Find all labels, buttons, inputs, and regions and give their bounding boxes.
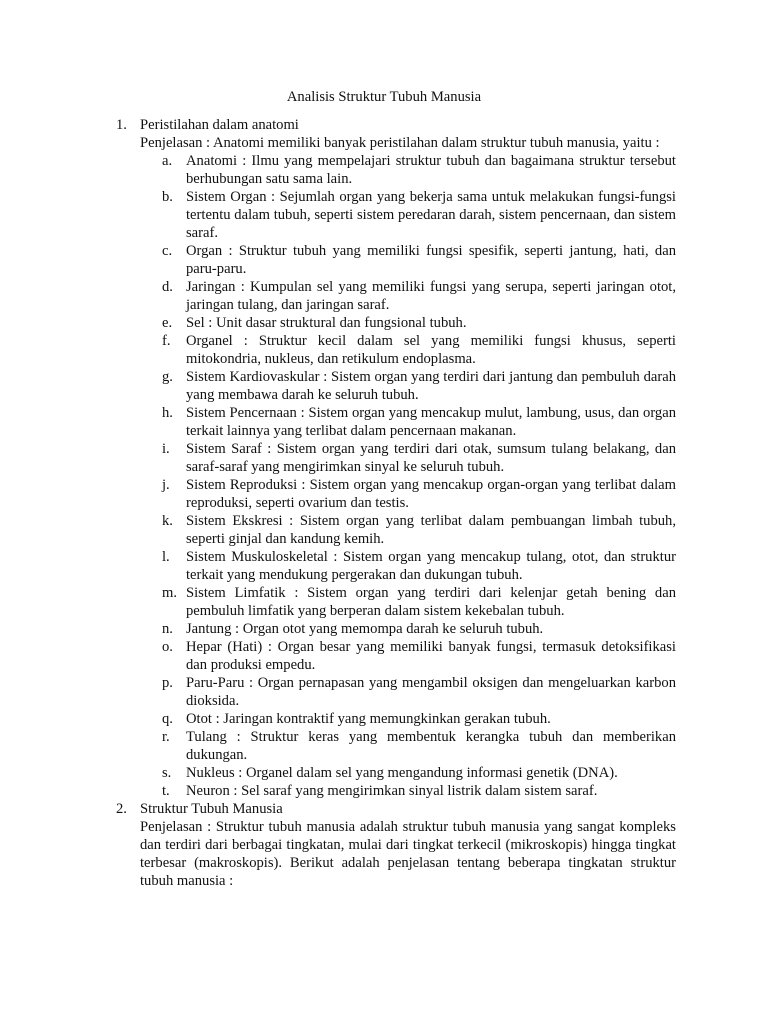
list-item	[162, 728, 676, 764]
list-item-letter: n.	[162, 621, 173, 637]
list-item	[162, 584, 676, 620]
list-item	[162, 476, 676, 512]
list-item-text: Organ : Struktur tubuh yang memiliki fungsi spesifik, seperti jantung, hati, dan paru-paru.	[186, 243, 676, 277]
list-item-letter: j.	[162, 477, 170, 493]
list-item	[162, 152, 676, 188]
list-item	[162, 404, 676, 440]
list-item	[162, 638, 676, 674]
list-item-letter: r.	[162, 729, 170, 745]
list-item-letter: l.	[162, 549, 170, 565]
section-number: 1.	[116, 117, 127, 133]
list-item	[162, 674, 676, 710]
section-number: 2.	[116, 801, 127, 817]
list-item-text: Sistem Muskuloskeletal : Sistem organ yang mencakup tulang, otot, dan struktur terkait yang mendukung pergerakan dan dukungan tubuh.	[186, 549, 676, 583]
list-item-text: Sistem Pencernaan : Sistem organ yang mencakup mulut, lambung, usus, dan organ terkait lainnya yang terlibat dalam pencernaan makanan.	[186, 405, 676, 439]
section	[116, 800, 676, 890]
list-item-text: Organel : Struktur kecil dalam sel yang memiliki fungsi khusus, seperti mitokondria, nukleus, dan retikulum endoplasma.	[186, 333, 676, 367]
list-item	[162, 512, 676, 548]
list-item-letter: d.	[162, 279, 173, 295]
list-item-text: Sistem Reproduksi : Sistem organ yang mencakup organ-organ yang terlibat dalam reproduksi, seperti ovarium dan testis.	[186, 477, 676, 511]
list-item-text: Tulang : Struktur keras yang membentuk kerangka tubuh dan memberikan dukungan.	[186, 729, 676, 763]
list-item-letter: m.	[162, 585, 177, 601]
list-item	[162, 620, 676, 638]
list-item	[162, 332, 676, 368]
list-item-letter: b.	[162, 189, 173, 205]
list-item-letter: e.	[162, 315, 173, 331]
list-item-text: Sistem Kardiovaskular : Sistem organ yang terdiri dari jantung dan pembuluh darah yang membawa darah ke seluruh tubuh.	[186, 369, 676, 403]
list-item-text: Otot : Jaringan kontraktif yang memungkinkan gerakan tubuh.	[186, 711, 551, 727]
list-item	[162, 188, 676, 242]
section-paragraph: Penjelasan : Anatomi memiliki banyak peristilahan dalam struktur tubuh manusia, yaitu :	[140, 135, 660, 151]
list-item-letter: f.	[162, 333, 171, 349]
list-item-text: Sistem Limfatik : Sistem organ yang terdiri dari kelenjar getah bening dan pembuluh limfatik yang berperan dalam sistem kekebalan tubuh.	[186, 585, 676, 619]
section-heading: Struktur Tubuh Manusia	[140, 801, 283, 817]
list-item-letter: c.	[162, 243, 173, 259]
list-item	[162, 782, 676, 800]
list-item-letter: k.	[162, 513, 173, 529]
list-item-text: Sel : Unit dasar struktural dan fungsional tubuh.	[186, 315, 467, 331]
list-item	[162, 440, 676, 476]
list-item-letter: s.	[162, 765, 172, 781]
list-item-text: Sistem Ekskresi : Sistem organ yang terlibat dalam pembuangan limbah tubuh, seperti ginjal dan kandung kemih.	[186, 513, 676, 547]
section-list	[116, 116, 676, 890]
term-list	[140, 152, 676, 800]
list-item-text: Sistem Saraf : Sistem organ yang terdiri dari otak, sumsum tulang belakang, dan saraf-saraf yang mengirimkan sinyal ke seluruh tubuh.	[186, 441, 676, 475]
list-item-text: Jaringan : Kumpulan sel yang memiliki fungsi yang serupa, seperti jaringan otot, jaringan tulang, dan jaringan saraf.	[186, 279, 676, 313]
list-item-text: Hepar (Hati) : Organ besar yang memiliki banyak fungsi, termasuk detoksifikasi dan produksi empedu.	[186, 639, 676, 673]
list-item	[162, 548, 676, 584]
document-body	[116, 116, 676, 890]
section	[116, 116, 676, 800]
list-item-text: Anatomi : Ilmu yang mempelajari struktur tubuh dan bagaimana struktur tersebut berhubungan satu sama lain.	[186, 153, 676, 187]
list-item	[162, 314, 676, 332]
list-item	[162, 764, 676, 782]
list-item	[162, 368, 676, 404]
list-item-letter: q.	[162, 711, 173, 727]
list-item-letter: g.	[162, 369, 173, 385]
list-item-letter: p.	[162, 675, 173, 691]
list-item-letter: o.	[162, 639, 173, 655]
list-item-letter: i.	[162, 441, 170, 457]
list-item-text: Nukleus : Organel dalam sel yang mengandung informasi genetik (DNA).	[186, 765, 618, 781]
list-item-letter: h.	[162, 405, 173, 421]
list-item-letter: t.	[162, 783, 170, 799]
list-item-text: Neuron : Sel saraf yang mengirimkan sinyal listrik dalam sistem saraf.	[186, 783, 598, 799]
list-item	[162, 710, 676, 728]
list-item	[162, 278, 676, 314]
list-item-letter: a.	[162, 153, 173, 169]
document-title: Analisis Struktur Tubuh Manusia	[286, 89, 482, 105]
list-item-text: Paru-Paru : Organ pernapasan yang mengambil oksigen dan mengeluarkan karbon dioksida.	[186, 675, 676, 709]
list-item-text: Jantung : Organ otot yang memompa darah ke seluruh tubuh.	[186, 621, 544, 637]
list-item	[162, 242, 676, 278]
section-heading: Peristilahan dalam anatomi	[140, 117, 299, 133]
section-paragraph: Penjelasan : Struktur tubuh manusia adalah struktur tubuh manusia yang sangat kompleks dan terdiri dari berbagai tingkatan, mulai dari tingkat terkecil (mikroskopis) hingga tingkat terbesar (makroskopis). Berikut adalah penjelasan tentang beberapa tingkatan struktur tubuh manusia :	[140, 819, 676, 889]
list-item-text: Sistem Organ : Sejumlah organ yang bekerja sama untuk melakukan fungsi-fungsi tertentu dalam tubuh, seperti sistem peredaran darah, sistem pencernaan, dan sistem saraf.	[186, 189, 676, 241]
